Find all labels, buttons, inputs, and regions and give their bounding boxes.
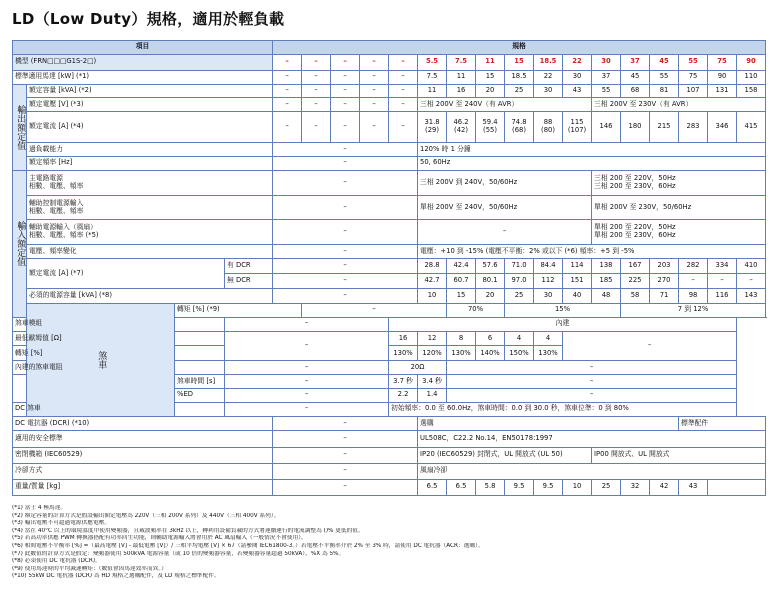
without-dcr-cell: 185 — [592, 274, 621, 289]
enclosure-a: IP20 (IEC60529) 封閉式，UL 開放式 (UL 50) — [418, 447, 592, 463]
current-cell — [476, 112, 505, 143]
current-value-alt: (80) — [541, 126, 555, 135]
label-dcr: DC 電抗器 (DCR) (*10) — [13, 416, 273, 431]
table-row — [13, 84, 766, 98]
label-aux-power: 輔助控制電源輸入 相數、電壓、頻率 — [27, 196, 273, 220]
empty-cell: – — [389, 112, 418, 143]
ed-cell: 2.2 — [389, 388, 418, 402]
table-row — [13, 375, 766, 389]
empty-cell: – — [273, 416, 418, 431]
empty-cell: – — [273, 98, 302, 112]
volt-freq-var-value: 電壓：+10 到 -15% (電壓不平衡：2% 或以下 (*6) 頻率：+5 到 -5% — [418, 245, 766, 259]
without-dcr-cell: 42.7 — [418, 274, 447, 289]
label-with-dcr: 有 DCR — [225, 259, 273, 274]
dc-brake-value: 初始頻率：0.0 至 60.0Hz，煞車時間：0.0 到 30.0 秒，煞車位準：0 到 80% — [389, 402, 737, 416]
voltage-a: 三相 200V 至 240V（有 AVR） — [418, 98, 592, 112]
capacity-cell: 25 — [505, 84, 534, 98]
current-value-alt: (55) — [483, 126, 497, 135]
table-row — [13, 41, 766, 55]
main-power-a: 三相 200V 到 240V，50/60Hz — [418, 170, 592, 195]
label-min-resistor: 最低歐姆值 [Ω] — [13, 331, 225, 346]
label-standard: 適用的安全標準 — [13, 431, 273, 447]
power-cap-cell: 98 — [679, 289, 708, 304]
motor-cell: 55 — [650, 70, 679, 84]
motor-cell: 7.5 — [418, 70, 447, 84]
label-without-dcr: 無 DCR — [225, 274, 273, 289]
empty-cell: – — [273, 463, 418, 479]
torque-70: 70% — [447, 303, 505, 317]
empty-cell — [13, 375, 175, 403]
capacity-cell: – — [360, 84, 389, 98]
with-dcr-cell: 42.4 — [447, 259, 476, 274]
model-cell: – — [302, 54, 331, 70]
ed-cell: 1.4 — [418, 388, 447, 402]
current-cell — [563, 112, 592, 143]
label-fan-power: 輔助電源輸入（風扇） 相數、電壓、頻率 (*5) — [27, 220, 273, 245]
table-row — [13, 70, 766, 84]
empty-cell: – — [302, 98, 331, 112]
weight-cell: 25 — [592, 479, 621, 495]
min-res-cell: 8 — [447, 331, 476, 346]
table-row — [13, 157, 766, 171]
power-cap-cell: 15 — [447, 289, 476, 304]
overload-value: 120% 時 1 分鐘 — [418, 143, 766, 157]
capacity-cell: – — [302, 84, 331, 98]
model-cell: – — [273, 54, 302, 70]
with-dcr-cell: 138 — [592, 259, 621, 274]
model-cell: – — [389, 54, 418, 70]
label-cooling: 冷卻方式 — [13, 463, 273, 479]
empty-cell: – — [302, 112, 331, 143]
footnote: (*3) 輸出電壓不可超過電源供應電壓。 — [12, 520, 111, 527]
motor-cell: – — [331, 70, 360, 84]
dcr-a: 選購 — [418, 416, 679, 431]
empty-cell: – — [273, 479, 418, 495]
empty-cell: – — [447, 388, 737, 402]
empty-cell: – — [273, 245, 418, 259]
capacity-cell: 11 — [418, 84, 447, 98]
torque2-cell: 150% — [505, 346, 534, 361]
label-current: 額定電流 [A] (*4) — [27, 112, 273, 143]
footnote: (*7) 此數值的計算方式是假定：變頻器使用 500kVA 電源容量（或 10 倍的變頻器容量，若變頻器容量超過 50kVA），%X 為 5%。 — [12, 550, 345, 557]
current-cell — [505, 112, 534, 143]
empty-cell: – — [273, 143, 418, 157]
motor-cell: 75 — [679, 70, 708, 84]
label-dc-brake: DC 煞車 — [13, 402, 225, 416]
empty-cell: – — [225, 361, 389, 375]
empty-cell: – — [563, 331, 737, 361]
min-res-cell: 4 — [505, 331, 534, 346]
power-cap-cell: 116 — [708, 289, 737, 304]
empty-cell — [708, 479, 766, 495]
motor-cell: 37 — [592, 70, 621, 84]
torque2-cell: 140% — [476, 346, 505, 361]
capacity-cell: 16 — [447, 84, 476, 98]
main-power-b1: 三相 200 至 220V，50Hz — [594, 174, 676, 183]
empty-cell: – — [360, 98, 389, 112]
weight-cell: 5.8 — [476, 479, 505, 495]
power-cap-cell: 58 — [621, 289, 650, 304]
empty-cell: – — [302, 303, 447, 317]
current-value-alt: (68) — [512, 126, 526, 135]
without-dcr-cell: – — [708, 274, 737, 289]
motor-cell: – — [273, 70, 302, 84]
empty-cell: – — [331, 98, 360, 112]
builtin-value: 內建 — [389, 317, 737, 331]
power-cap-cell: 20 — [476, 289, 505, 304]
empty-cell: – — [225, 375, 389, 389]
torque-7-12: 7 到 12% — [621, 303, 766, 317]
power-cap-cell: 71 — [650, 289, 679, 304]
voltage-b: 三相 200V 至 230V（有 AVR） — [592, 98, 766, 112]
model-cell: 30 — [592, 54, 621, 70]
empty-cell: – — [273, 289, 418, 304]
model-cell: – — [331, 54, 360, 70]
footnote: (*2) 額定容量的計算方式是假設輸出額定電壓為 220V（三相 200V 系列）及 440V（三相 400V 系列）。 — [12, 512, 280, 519]
motor-cell: 11 — [447, 70, 476, 84]
label-brake-module: 煞車模組 — [13, 317, 225, 331]
weight-cell: 32 — [621, 479, 650, 495]
empty-cell: – — [225, 331, 389, 361]
label-motor: 標準適用馬達 [kW] (*1) — [13, 70, 273, 84]
table-row — [13, 447, 766, 463]
torque2-cell: 130% — [447, 346, 476, 361]
capacity-cell: 81 — [650, 84, 679, 98]
brake-group-label: 煞車 — [27, 303, 175, 416]
table-row — [13, 331, 766, 346]
footnote: (*5) 若高功率供應 PWM 轉換器搭配有功率回生功能，則輔助電源輸入將會用於 AC 風扇輸入（一般情況不會使用）。 — [12, 535, 307, 542]
table-row — [13, 317, 766, 331]
without-dcr-cell: 225 — [621, 274, 650, 289]
standard-value: UL508C，C22.2 No.14，EN50178:1997 — [418, 431, 766, 447]
current-value-alt: (29) — [425, 126, 439, 135]
label-in-current: 額定電流 [A] (*7) — [27, 259, 225, 289]
empty-cell: – — [273, 259, 418, 274]
without-dcr-cell: 97.0 — [505, 274, 534, 289]
torque2-cell: 130% — [534, 346, 563, 361]
current-cell — [418, 112, 447, 143]
cooling-value: 風扇冷卻 — [418, 463, 766, 479]
motor-cell: 45 — [621, 70, 650, 84]
capacity-cell: 107 — [679, 84, 708, 98]
empty-cell: – — [273, 274, 418, 289]
table-row — [13, 98, 766, 112]
footnote: (*6) 相間電壓不平衡率 [%] =（最高電壓 [V] - 最低電壓 [V]）/ 三相平均電壓 [V] × 67（請參閱 IEC61800-3。）若電壓不平衡率介於 2% 至 3% 時，請使用 DC 電抗器（ACR：選購）。 — [12, 542, 484, 549]
page-title: LD（Low Duty）規格，適用於輕負載 — [12, 10, 285, 28]
empty-cell: – — [447, 361, 737, 375]
weight-cell: 9.5 — [505, 479, 534, 495]
empty-cell: – — [225, 388, 389, 402]
current-value-alt: (42) — [454, 126, 468, 135]
current-value: 88 — [543, 118, 553, 127]
current-value: 115 — [570, 118, 584, 127]
table-row — [13, 143, 766, 157]
capacity-cell: 20 — [476, 84, 505, 98]
fan-power-1: 單相 200 至 220V，50Hz — [594, 223, 676, 232]
label-main-power: 主電路電源 相數、電壓、頻率 — [27, 170, 273, 195]
current-cell — [447, 112, 476, 143]
model-cell: 37 — [621, 54, 650, 70]
current-value-alt: (107) — [567, 126, 587, 135]
weight-cell: 10 — [563, 479, 592, 495]
capacity-cell: 55 — [592, 84, 621, 98]
empty-cell: – — [273, 196, 418, 220]
torque2-cell: 130% — [389, 346, 418, 361]
with-dcr-cell: 28.8 — [418, 259, 447, 274]
empty-cell: – — [418, 220, 592, 245]
label-torque: 轉矩 [%] (*9) — [175, 303, 302, 317]
enclosure-b: IP00 開放式、UL 開放式 — [592, 447, 766, 463]
main-power-b — [592, 170, 766, 195]
with-dcr-cell: 334 — [708, 259, 737, 274]
motor-cell: 30 — [563, 70, 592, 84]
weight-cell: 6.5 — [418, 479, 447, 495]
power-cap-cell: 25 — [505, 289, 534, 304]
table-row — [13, 112, 766, 143]
label-capacity: 額定容量 [kVA] (*2) — [27, 84, 273, 98]
footnote: (*9) 使用馬達時的平均減速轉矩：（數值會因馬達效率而異。） — [12, 565, 167, 572]
motor-cell: 90 — [708, 70, 737, 84]
footnote: (*10) 55kW DC 電抗器 (DCR) 為 HD 規格之選購配件，及 LD 規格之標準配件。 — [12, 573, 220, 580]
input-group-label: 輸入額定值 — [13, 170, 27, 317]
power-cap-cell: 30 — [534, 289, 563, 304]
table-row — [13, 303, 766, 317]
current-cell: 346 — [708, 112, 737, 143]
with-dcr-cell: 84.4 — [534, 259, 563, 274]
table-row — [13, 463, 766, 479]
table-row — [13, 479, 766, 495]
motor-cell: 110 — [737, 70, 766, 84]
model-cell: 22 — [563, 54, 592, 70]
power-cap-cell: 40 — [563, 289, 592, 304]
with-dcr-cell: 282 — [679, 259, 708, 274]
label-torque2: 轉矩 [%] — [13, 346, 225, 361]
with-dcr-cell: 57.6 — [476, 259, 505, 274]
fan-power — [592, 220, 766, 245]
table-row — [13, 54, 766, 70]
brake-time-cell: 3.7 秒 — [389, 375, 418, 389]
empty-cell: – — [273, 112, 302, 143]
motor-cell: 22 — [534, 70, 563, 84]
torque-15: 15% — [505, 303, 621, 317]
weight-cell: 6.5 — [447, 479, 476, 495]
spec-table — [12, 40, 766, 496]
min-res-cell: 6 — [476, 331, 505, 346]
label-voltage: 額定電壓 [V] (*3) — [27, 98, 273, 112]
empty-cell: – — [331, 112, 360, 143]
capacity-cell: – — [389, 84, 418, 98]
power-cap-cell: 48 — [592, 289, 621, 304]
with-dcr-cell: 410 — [737, 259, 766, 274]
without-dcr-cell: 80.1 — [476, 274, 505, 289]
table-row — [13, 259, 766, 274]
aux-power-b: 單相 200V 至 230V，50/60Hz — [592, 196, 766, 220]
table-row — [13, 416, 766, 431]
empty-cell: – — [225, 402, 389, 416]
label-builtin-resistor: 內建的煞車電阻 — [13, 361, 225, 375]
without-dcr-cell: 60.7 — [447, 274, 476, 289]
label-brake-time: 煞車時間 [s] — [175, 375, 225, 389]
brake-time-cell: 3.4 秒 — [418, 375, 447, 389]
table-row — [13, 289, 766, 304]
current-value: 46.2 — [453, 118, 469, 127]
fan-power-2: 單相 200 至 230V，60Hz — [594, 231, 676, 240]
motor-cell: – — [302, 70, 331, 84]
model-cell: 15 — [505, 54, 534, 70]
model-cell: 7.5 — [447, 54, 476, 70]
table-row — [13, 431, 766, 447]
footnote: (*8) 必須使用 DC 電抗器 (DCR)。 — [12, 558, 101, 565]
model-cell: 75 — [708, 54, 737, 70]
capacity-cell: 158 — [737, 84, 766, 98]
current-cell: 146 — [592, 112, 621, 143]
without-dcr-cell: – — [737, 274, 766, 289]
footnotes — [12, 505, 767, 581]
capacity-cell: – — [331, 84, 360, 98]
aux-power-a: 單相 200V 至 240V，50/60Hz — [418, 196, 592, 220]
empty-cell: – — [389, 98, 418, 112]
header-spec: 規格 — [273, 41, 766, 55]
current-cell: 283 — [679, 112, 708, 143]
main-power-b2: 三相 200 至 230V，60Hz — [594, 181, 676, 190]
with-dcr-cell: 114 — [563, 259, 592, 274]
label-freq: 額定頻率 [Hz] — [27, 157, 273, 171]
output-group-label: 輸出額定值 — [13, 84, 27, 170]
power-cap-cell: 10 — [418, 289, 447, 304]
weight-cell: 9.5 — [534, 479, 563, 495]
current-cell: 415 — [737, 112, 766, 143]
label-model: 機型 (FRN□□□G1S-2□) — [13, 54, 273, 70]
table-row — [13, 402, 766, 416]
current-cell: 180 — [621, 112, 650, 143]
capacity-cell: 30 — [534, 84, 563, 98]
empty-cell: – — [273, 220, 418, 245]
model-cell: 45 — [650, 54, 679, 70]
power-cap-cell: 143 — [737, 289, 766, 304]
current-value: 74.8 — [511, 118, 527, 127]
motor-cell: 18.5 — [505, 70, 534, 84]
with-dcr-cell: 203 — [650, 259, 679, 274]
label-enclosure: 密閉機箱 (IEC60529) — [13, 447, 273, 463]
footnote: (*4) 當在 40°C 以上的環境溫度中使用變頻器，且載波頻率在 3kHz 以上，轉利用設備負載的方式將連續運行的電流調整為 ()% 更低的值。 — [12, 527, 364, 534]
label-volt-freq-var: 電壓、頻率變化 — [27, 245, 273, 259]
label-ed: %ED — [175, 388, 225, 402]
footnote: (*1) 富士 4 極馬達。 — [12, 505, 67, 511]
model-cell: 11 — [476, 54, 505, 70]
table-row — [13, 220, 766, 245]
motor-cell: 15 — [476, 70, 505, 84]
without-dcr-cell: – — [679, 274, 708, 289]
capacity-cell: 131 — [708, 84, 737, 98]
capacity-cell: – — [273, 84, 302, 98]
motor-cell: – — [389, 70, 418, 84]
empty-cell: – — [273, 157, 418, 171]
table-row — [13, 170, 766, 195]
dcr-b: 標準配件 — [679, 416, 766, 431]
model-cell: 5.5 — [418, 54, 447, 70]
model-cell: 55 — [679, 54, 708, 70]
empty-cell: – — [273, 447, 418, 463]
model-cell: – — [360, 54, 389, 70]
motor-cell: – — [360, 70, 389, 84]
min-res-cell: 16 — [389, 331, 418, 346]
without-dcr-cell: 112 — [534, 274, 563, 289]
current-cell: 215 — [650, 112, 679, 143]
capacity-cell: 68 — [621, 84, 650, 98]
empty-cell: – — [225, 317, 389, 331]
table-row — [13, 361, 766, 375]
label-weight: 重量/質量 [kg] — [13, 479, 273, 495]
empty-cell: – — [273, 170, 418, 195]
resistor-value: 20Ω — [389, 361, 447, 375]
min-res-cell: 12 — [418, 331, 447, 346]
label-power-cap: 必須的電源容量 [kVA] (*8) — [27, 289, 273, 304]
freq-value: 50, 60Hz — [418, 157, 766, 171]
model-cell: 18.5 — [534, 54, 563, 70]
empty-cell: – — [360, 112, 389, 143]
empty-cell: – — [447, 375, 737, 389]
without-dcr-cell: 270 — [650, 274, 679, 289]
header-item: 項目 — [13, 41, 273, 55]
torque2-cell: 120% — [418, 346, 447, 361]
capacity-cell: 43 — [563, 84, 592, 98]
min-res-cell: 4 — [534, 331, 563, 346]
with-dcr-cell: 71.0 — [505, 259, 534, 274]
table-row — [13, 196, 766, 220]
current-value: 59.4 — [482, 118, 498, 127]
weight-cell: 42 — [650, 479, 679, 495]
model-cell: 90 — [737, 54, 766, 70]
current-cell — [534, 112, 563, 143]
empty-cell: – — [273, 431, 418, 447]
table-row — [13, 245, 766, 259]
with-dcr-cell: 167 — [621, 259, 650, 274]
current-value: 31.8 — [424, 118, 440, 127]
label-overload: 過負載能力 — [27, 143, 273, 157]
weight-cell: 43 — [679, 479, 708, 495]
without-dcr-cell: 151 — [563, 274, 592, 289]
